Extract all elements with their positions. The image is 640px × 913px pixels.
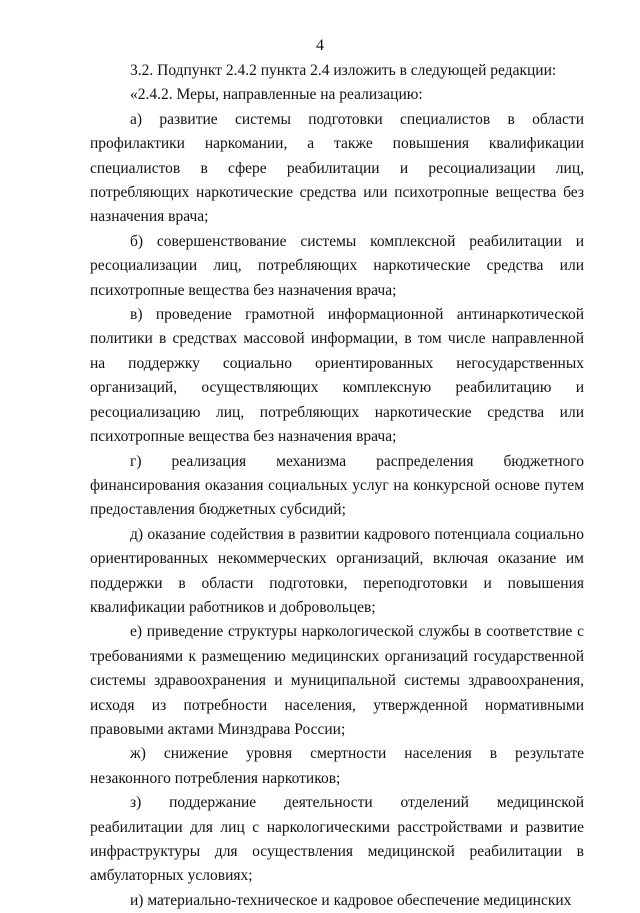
list-item-a: а) развитие системы подготовки специалистов в области профилактики наркомании, а также повышения квалификации специалистов в сфере реабилитации и ресоциализации лиц, потребляющих наркотические средства или психотропные вещества без назначения врача;	[90, 110, 584, 226]
list-item-zh: ж) снижение уровня смертности населения в результате незаконного потребления наркотиков;	[90, 745, 584, 787]
list-item-d: д) оказание содействия в развитии кадрового потенциала социально ориентированных некоммерческих организаций, включая оказание им поддержки в области подготовки, переподготовки и повышения квалификации работников и добровольцев;	[90, 525, 584, 616]
list-item-g: г) реализация механизма распределения бюджетного финансирования оказания социальных услуг на конкурсной основе путем предоставления бюджетных субсидий;	[90, 452, 584, 519]
list-item-z: з) поддержание деятельности отделений медицинской реабилитации для лиц с наркологическими расстройствами и развитие инфраструктуры для осуществления медицинской реабилитации в амбулаторных условиях;	[90, 794, 584, 885]
list-item-i: и) материально-техническое и кадровое обеспечение медицинских	[130, 891, 572, 909]
page-number: 4	[316, 37, 324, 54]
list-item-b: б) совершенствование системы комплексной реабилитации и ресоциализации лиц, потребляющих наркотические средства или психотропные вещества без назначения врача;	[90, 232, 584, 299]
list-item-v: в) проведение грамотной информационной антинаркотической политики в средствах массовой информации, в том числе направленной на поддержку социально ориентированных негосударственных организаций, осуществляющих комплексную реабилитацию и ресоциализацию лиц, потребляющих наркотические средства или психотропные вещества без назначения врача;	[90, 306, 584, 446]
list-item-e: е) приведение структуры наркологической службы в соответствие с требованиями к размещению медицинских организаций государственной системы здравоохранения и муниципальной системы здравоохранения, исходя из потребности населения, утвержденной нормативными правовыми актами Минздрава России;	[90, 623, 584, 738]
paragraph-intro: 3.2. Подпункт 2.4.2 пункта 2.4 изложить в следующей редакции:	[130, 62, 557, 79]
document-body	[90, 59, 584, 913]
paragraph-heading-2-4-2: «2.4.2. Меры, направленные на реализацию:	[130, 86, 423, 104]
